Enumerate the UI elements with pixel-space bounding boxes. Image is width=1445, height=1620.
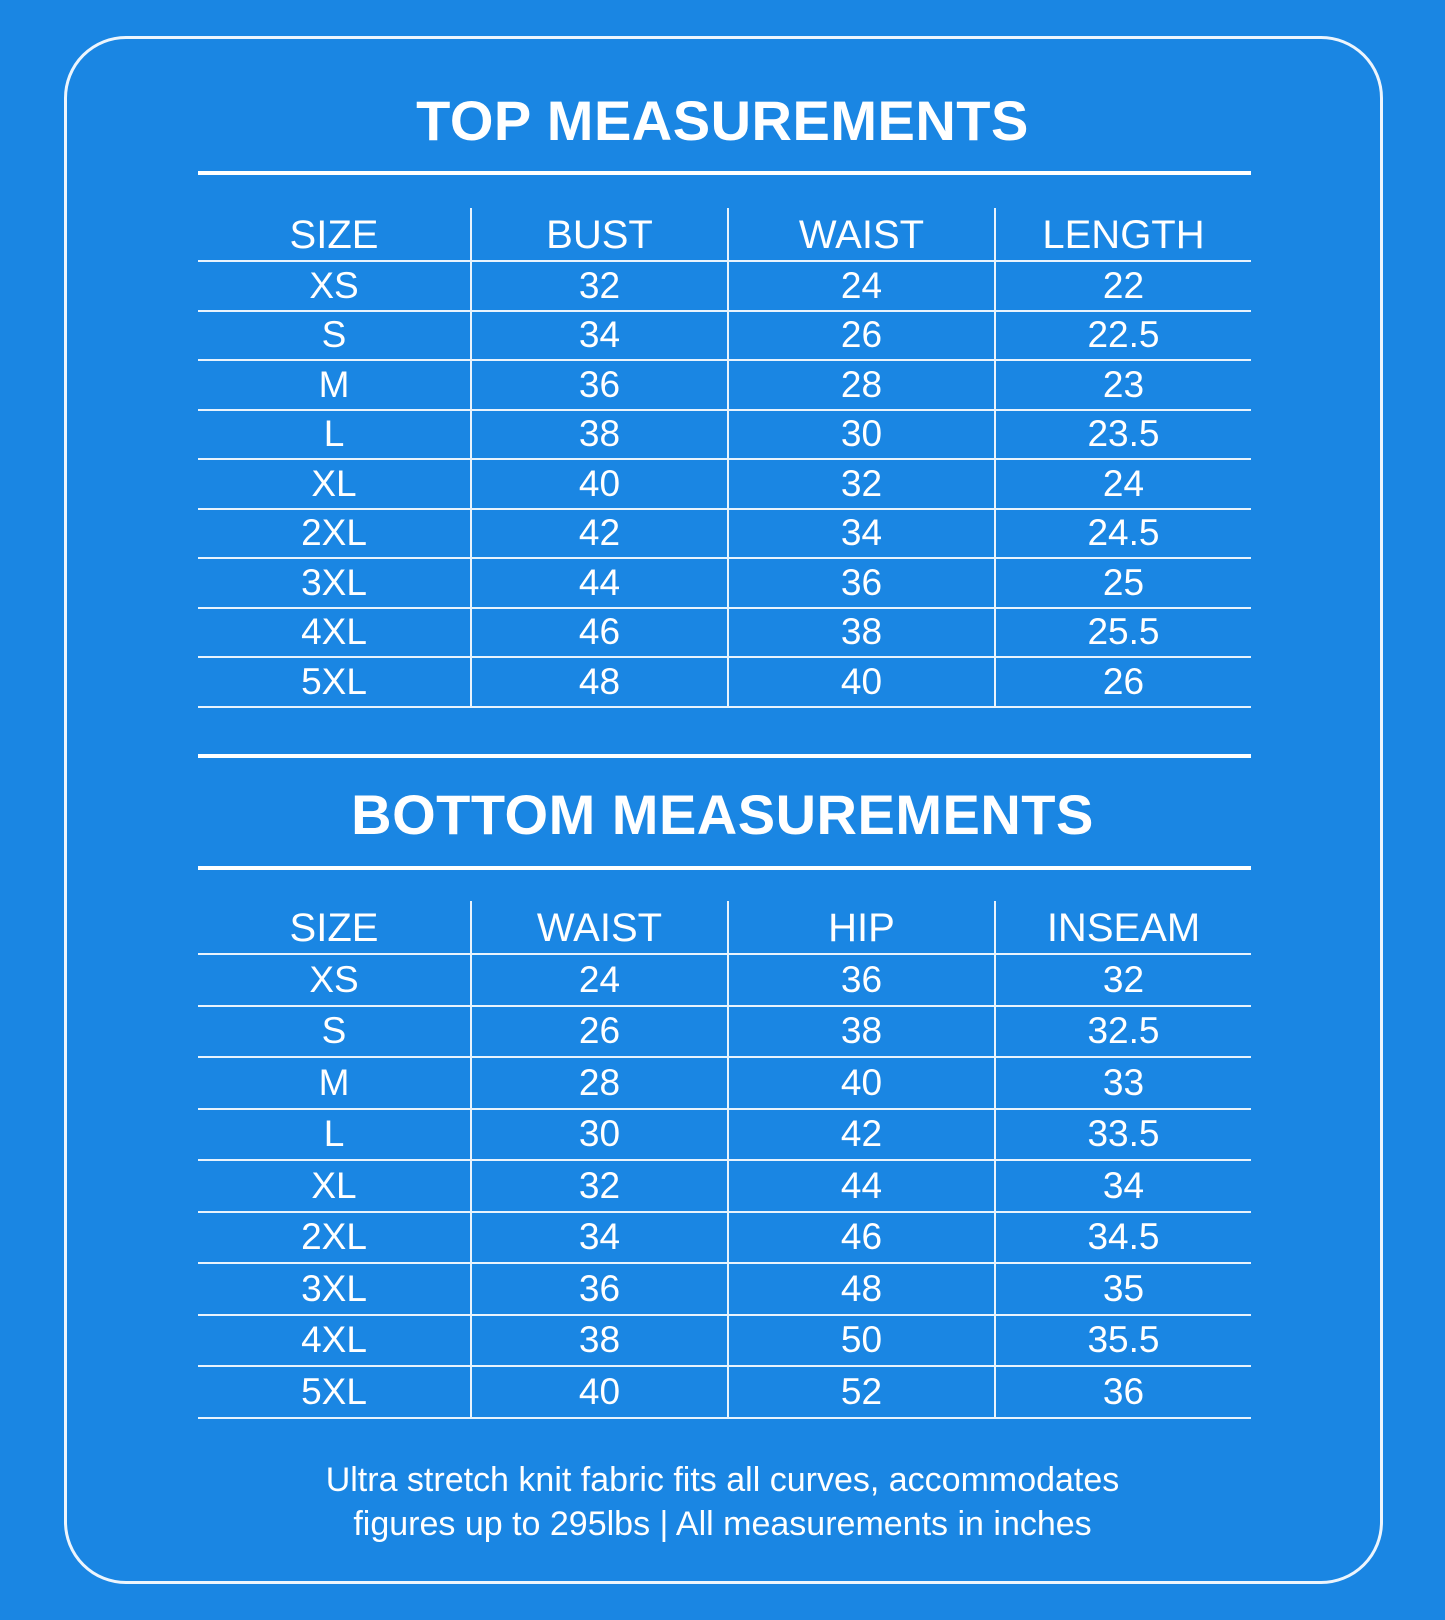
waist-cell: 40: [471, 1366, 728, 1418]
table-row: [198, 1160, 1251, 1212]
size-cell: 5XL: [198, 657, 471, 707]
top-measurements-title: TOP MEASUREMENTS: [416, 89, 1029, 152]
waist-cell: 26: [728, 311, 995, 361]
size-cell: XS: [198, 954, 471, 1006]
waist-cell: 30: [471, 1109, 728, 1161]
hip-cell: 40: [728, 1057, 995, 1109]
waist-cell: 30: [728, 410, 995, 460]
waist-cell: 36: [728, 558, 995, 608]
section-divider: [198, 754, 1251, 758]
top-title-divider: [198, 171, 1251, 175]
table-row: [198, 509, 1251, 559]
table-row: [198, 558, 1251, 608]
waist-cell: 40: [728, 657, 995, 707]
hip-cell: 46: [728, 1212, 995, 1264]
size-cell: XL: [198, 459, 471, 509]
size-cell: L: [198, 1109, 471, 1161]
table-row: [198, 410, 1251, 460]
waist-cell: 38: [471, 1315, 728, 1367]
size-cell: 4XL: [198, 608, 471, 658]
table-row: [198, 311, 1251, 361]
waist-cell: 36: [471, 1263, 728, 1315]
hip-cell: 44: [728, 1160, 995, 1212]
waist-cell: 32: [471, 1160, 728, 1212]
size-cell: XS: [198, 261, 471, 311]
waist-cell: 24: [471, 954, 728, 1006]
length-cell: 22.5: [995, 311, 1251, 361]
top-measurements-table: [198, 208, 1251, 708]
bust-cell: 40: [471, 459, 728, 509]
waist-cell: 34: [471, 1212, 728, 1264]
table-row: [198, 261, 1251, 311]
table-row: [198, 1315, 1251, 1367]
inseam-cell: 32.5: [995, 1006, 1251, 1058]
inseam-column-header: INSEAM: [995, 901, 1251, 954]
size-cell: S: [198, 311, 471, 361]
size-cell: 3XL: [198, 1263, 471, 1315]
inseam-cell: 36: [995, 1366, 1251, 1418]
size-column-header: SIZE: [289, 213, 379, 257]
inseam-cell: 32: [995, 954, 1251, 1006]
size-cell: M: [198, 1057, 471, 1109]
bottom-title-divider: [198, 866, 1251, 870]
table-row: [198, 657, 1251, 707]
size-column-header: SIZE: [289, 906, 379, 950]
table-row: [198, 608, 1251, 658]
size-cell: 5XL: [198, 1366, 471, 1418]
bottom-measurements-title: BOTTOM MEASUREMENTS: [351, 783, 1094, 846]
size-cell: 2XL: [198, 1212, 471, 1264]
table-row: [198, 459, 1251, 509]
inseam-cell: 33: [995, 1057, 1251, 1109]
bust-cell: 42: [471, 509, 728, 559]
bust-column-header: BUST: [471, 208, 728, 261]
length-cell: 24: [995, 459, 1251, 509]
table-header-row: [198, 901, 1251, 954]
length-column-header: LENGTH: [995, 208, 1251, 261]
length-cell: 25: [995, 558, 1251, 608]
table-row: [198, 1057, 1251, 1109]
size-cell: 3XL: [198, 558, 471, 608]
waist-cell: 28: [728, 360, 995, 410]
inseam-cell: 35.5: [995, 1315, 1251, 1367]
bust-cell: 46: [471, 608, 728, 658]
size-cell: 4XL: [198, 1315, 471, 1367]
bottom-measurements-table: [198, 901, 1251, 1419]
bust-cell: 44: [471, 558, 728, 608]
waist-column-header: WAIST: [728, 208, 995, 261]
waist-cell: 32: [728, 459, 995, 509]
hip-cell: 36: [728, 954, 995, 1006]
length-cell: 24.5: [995, 509, 1251, 559]
inseam-cell: 35: [995, 1263, 1251, 1315]
length-cell: 23.5: [995, 410, 1251, 460]
hip-cell: 48: [728, 1263, 995, 1315]
length-cell: 25.5: [995, 608, 1251, 658]
table-row: [198, 1366, 1251, 1418]
length-cell: 23: [995, 360, 1251, 410]
footnote: [0, 1458, 1445, 1546]
size-cell: XL: [198, 1160, 471, 1212]
bust-cell: 34: [471, 311, 728, 361]
table-row: [198, 954, 1251, 1006]
footnote-line-2: figures up to 295lbs | All measurements in inches: [353, 1505, 1092, 1543]
inseam-cell: 33.5: [995, 1109, 1251, 1161]
bust-cell: 36: [471, 360, 728, 410]
inseam-cell: 34: [995, 1160, 1251, 1212]
size-cell: S: [198, 1006, 471, 1058]
length-cell: 22: [995, 261, 1251, 311]
size-cell: M: [198, 360, 471, 410]
bust-cell: 48: [471, 657, 728, 707]
footnote-line-1: Ultra stretch knit fabric fits all curves, accommodates: [325, 1461, 1120, 1499]
table-row: [198, 360, 1251, 410]
size-cell: 2XL: [198, 509, 471, 559]
waist-cell: 28: [471, 1057, 728, 1109]
inseam-cell: 34.5: [995, 1212, 1251, 1264]
length-cell: 26: [995, 657, 1251, 707]
hip-column-header: HIP: [728, 901, 995, 954]
bust-cell: 32: [471, 261, 728, 311]
waist-cell: 26: [471, 1006, 728, 1058]
size-cell: L: [198, 410, 471, 460]
waist-column-header: WAIST: [471, 901, 728, 954]
table-header-row: [198, 208, 1251, 261]
hip-cell: 52: [728, 1366, 995, 1418]
hip-cell: 38: [728, 1006, 995, 1058]
table-row: [198, 1109, 1251, 1161]
hip-cell: 42: [728, 1109, 995, 1161]
bust-cell: 38: [471, 410, 728, 460]
waist-cell: 34: [728, 509, 995, 559]
table-row: [198, 1006, 1251, 1058]
hip-cell: 50: [728, 1315, 995, 1367]
waist-cell: 38: [728, 608, 995, 658]
waist-cell: 24: [728, 261, 995, 311]
table-row: [198, 1263, 1251, 1315]
table-row: [198, 1212, 1251, 1264]
